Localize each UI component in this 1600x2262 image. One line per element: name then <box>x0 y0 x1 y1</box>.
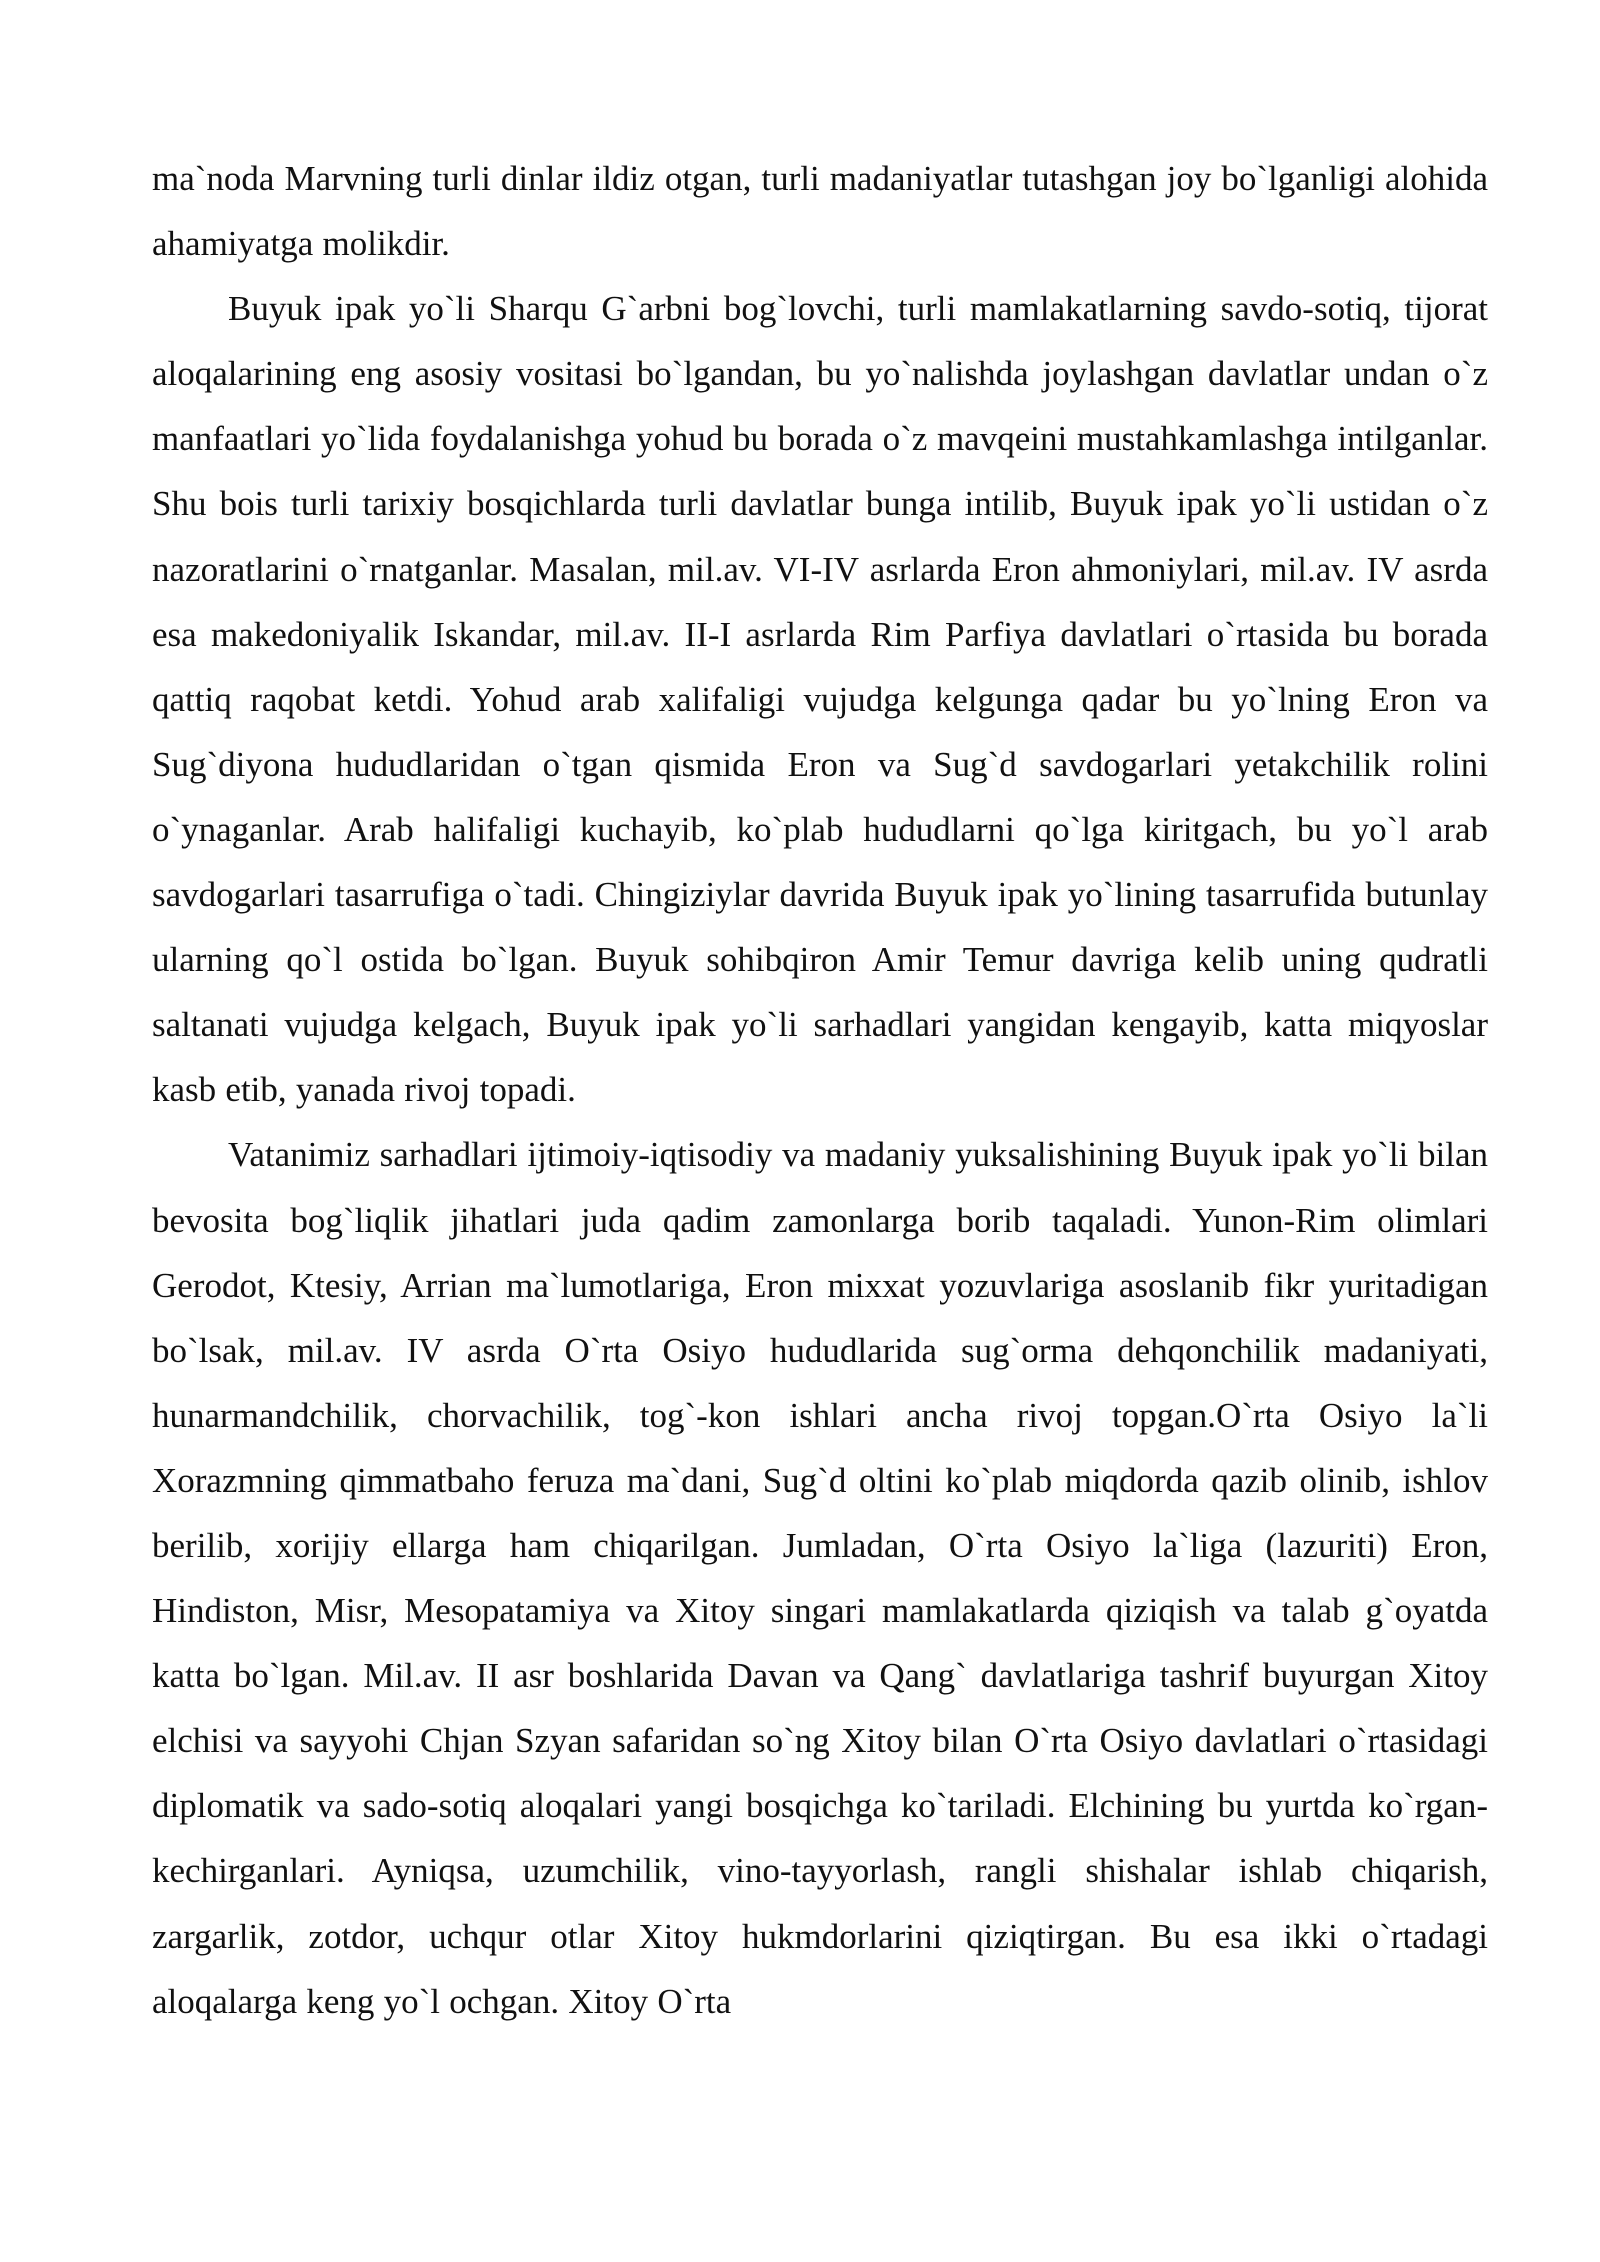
document-body <box>152 146 1488 2034</box>
paragraph-homeland-development: Vatanimiz sarhadlari ijtimoiy-iqtisodiy va madaniy yuksalishining Buyuk ipak yo`li bilan bevosita bog`liqlik jihatlari juda qadim zamonlarga borib taqaladi. Yunon-Rim olimlari Gerodot, Ktesiy, Arrian ma`lumotlariga, Eron mixxat yozuvlariga asoslanib fikr yuritadigan bo`lsak, mil.av. IV asrda O`rta Osiyo hududlarida sug`orma dehqonchilik madaniyati, hunarmandchilik, chorvachilik, tog`-kon ishlari ancha rivoj topgan.O`rta Osiyo la`li Xorazmning qimmatbaho feruza ma`dani, Sug`d oltini ko`plab miqdorda qazib olinib, ishlov berilib, xorijiy ellarga ham chiqarilgan. Jumladan, O`rta Osiyo la`liga (lazuriti) Eron, Hindiston, Misr, Mesopatamiya va Xitoy singari mamlakatlarda qiziqish va talab g`oyatda katta bo`lgan. Mil.av. II asr boshlarida Davan va Qang` davlatlariga tashrif buyurgan Xitoy elchisi va sayyohi Chjan Szyan safaridan so`ng Xitoy bilan O`rta Osiyo davlatlari o`rtasidagi diplomatik va sado-sotiq aloqalari yangi bosqichga ko`tariladi. Elchining bu yurtda ko`rgan-kechirganlari. Ayniqsa, uzumchilik, vino-tayyorlash, rangli shishalar ishlab chiqarish, zargarlik, zotdor, uchqur otlar Xitoy hukmdorlarini qiziqtirgan. Bu esa ikki o`rtadagi aloqalarga keng yo`l ochgan. Xitoy O`rta <box>152 1135 1488 2021</box>
paragraph-silk-road-control: Buyuk ipak yo`li Sharqu G`arbni bog`lovchi, turli mamlakatlarning savdo-sotiq, tijorat aloqalarining eng asosiy vositasi bo`lgandan, bu yo`nalishda joylashgan davlatlar undan o`z manfaatlari yo`lida foydalanishga yohud bu borada o`z mavqeini mustahkamlashga intilganlar. Shu bois turli tarixiy bosqichlarda turli davlatlar bunga intilib, Buyuk ipak yo`li ustidan o`z nazoratlarini o`rnatganlar. Masalan, mil.av. VI-IV asrlarda Eron ahmoniylari, mil.av. IV asrda esa makedoniyalik Iskandar, mil.av. II-I asrlarda Rim Parfiya davlatlari o`rtasida bu borada qattiq raqobat ketdi. Yohud arab xalifaligi vujudga kelgunga qadar bu yo`lning Eron va Sug`diyona hududlaridan o`tgan qismida Eron va Sug`d savdogarlari yetakchilik rolini o`ynaganlar. Arab halifaligi kuchayib, ko`plab hududlarni qo`lga kiritgach, bu yo`l arab savdogarlari tasarrufiga o`tadi. Chingiziylar davrida Buyuk ipak yo`lining tasarrufida butunlay ularning qo`l ostida bo`lgan. Buyuk sohibqiron Amir Temur davriga kelib uning qudratli saltanati vujudga kelgach, Buyuk ipak yo`li sarhadlari yangidan kengayib, katta miqyoslar kasb etib, yanada rivoj topadi. <box>152 289 1488 1110</box>
paragraph-continuation: ma`noda Marvning turli dinlar ildiz otgan, turli madaniyatlar tutashgan joy bo`lganligi alohida ahamiyatga molikdir. <box>152 159 1488 264</box>
